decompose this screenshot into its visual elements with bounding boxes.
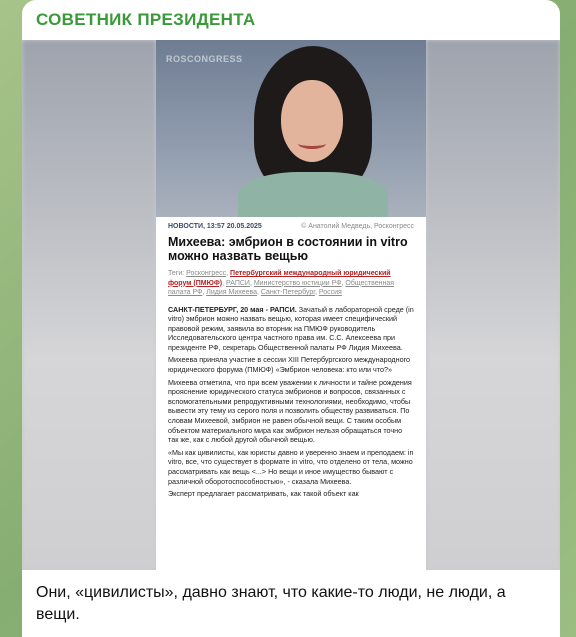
channel-name[interactable]: СОВЕТНИК ПРЕЗИДЕНТА: [36, 10, 256, 29]
tags-label: Теги:: [168, 270, 185, 277]
article-paragraph: Михеева отметила, что при всем уважении к личности и тайне рождения прояснение юридического статуса эмбрионов и вопросов, связанных с вспомогательными репродуктивными технологиями, необходимо, чтобы вывести эту тему из серого поля и позволить обществу развиваться. По словам Михеевой, эмбрион не равен обычной вещи. С таким особым объектом материального мира как эмбрион нельзя обращаться точно так же, как с любой другой обычной вещью.: [168, 377, 412, 445]
article-photo: [156, 40, 426, 217]
tag-link-highlight: Петербургский международный юридический форум (ПМЮФ): [168, 270, 391, 287]
photo-scarf: [238, 172, 388, 217]
tag-link: Общественная палата РФ: [168, 279, 395, 296]
photo-smile: [298, 138, 326, 149]
tag-link: Россия: [318, 289, 342, 296]
tag-link: Росконгресс: [186, 270, 227, 277]
article-tags: Теги: Росконгресс, Петербургский международный юридический форум (ПМЮФ), РАПСИ, Министерство юстиции РФ, Общественная палата РФ, Лидия Михеева, Санкт-Петербург, Россия: [168, 270, 395, 296]
tag-link: Лидия Михеева: [206, 289, 257, 296]
article-screenshot: [156, 40, 426, 570]
tag-link: РАПСИ: [226, 279, 250, 287]
article-headline: Михеева: эмбрион в состоянии in vitro можно назвать вещью: [168, 235, 408, 263]
message-bubble: [22, 0, 560, 637]
article-body: [156, 217, 426, 499]
article-date: НОВОСТИ, 13:57 20.05.2025: [168, 223, 262, 230]
image-blur-right: [426, 40, 560, 570]
photo-sign: ROSCONGRESS: [166, 54, 243, 64]
tag-link: Санкт-Петербург: [260, 289, 315, 296]
article-paragraph: Михеева приняла участие в сессии XIII Петербургского международного юридического форума (ПМЮФ) «Эмбрион человека: кто или что?»: [168, 355, 411, 375]
article-paragraph: [168, 305, 414, 353]
photo-face: [281, 80, 343, 162]
post-image[interactable]: [22, 40, 560, 570]
tag-link: Министерство юстиции РФ: [253, 279, 342, 287]
article-paragraph: Эксперт предлагает рассматривать, как такой объект как: [168, 489, 359, 499]
article-paragraph: «Мы как цивилисты, как юристы давно и уверенно знаем и преподаем: in vitro, все, что существует в формате in vitro, что отделено от тела, можно рассматривать как вещь <...> Но вещи и иное имущество бывают с различной оборотоспособностью», - сказала Михеева.: [168, 447, 414, 486]
article-text: Зачатый в лабораторной среде (in vitro) эмбрион можно назвать вещью, которая имеет специфический правовой режим, заявила во вторник на ПМЮФ руководитель Исследовательского центра частного права им. С.С. Алексеева при президенте РФ, секретарь Общественной палаты РФ Лидия Михеева.: [168, 304, 414, 352]
post-caption: Они, «цивилисты», давно знают, что какие-то люди, не люди, а вещи.: [36, 584, 506, 623]
image-blur-left: [22, 40, 156, 570]
article-meta: [168, 223, 414, 230]
article-lead: САНКТ-ПЕТЕРБУРГ, 20 мая - РАПСИ.: [168, 304, 297, 314]
photo-credit: © Анатолий Медведь, Росконгресс: [301, 223, 414, 230]
